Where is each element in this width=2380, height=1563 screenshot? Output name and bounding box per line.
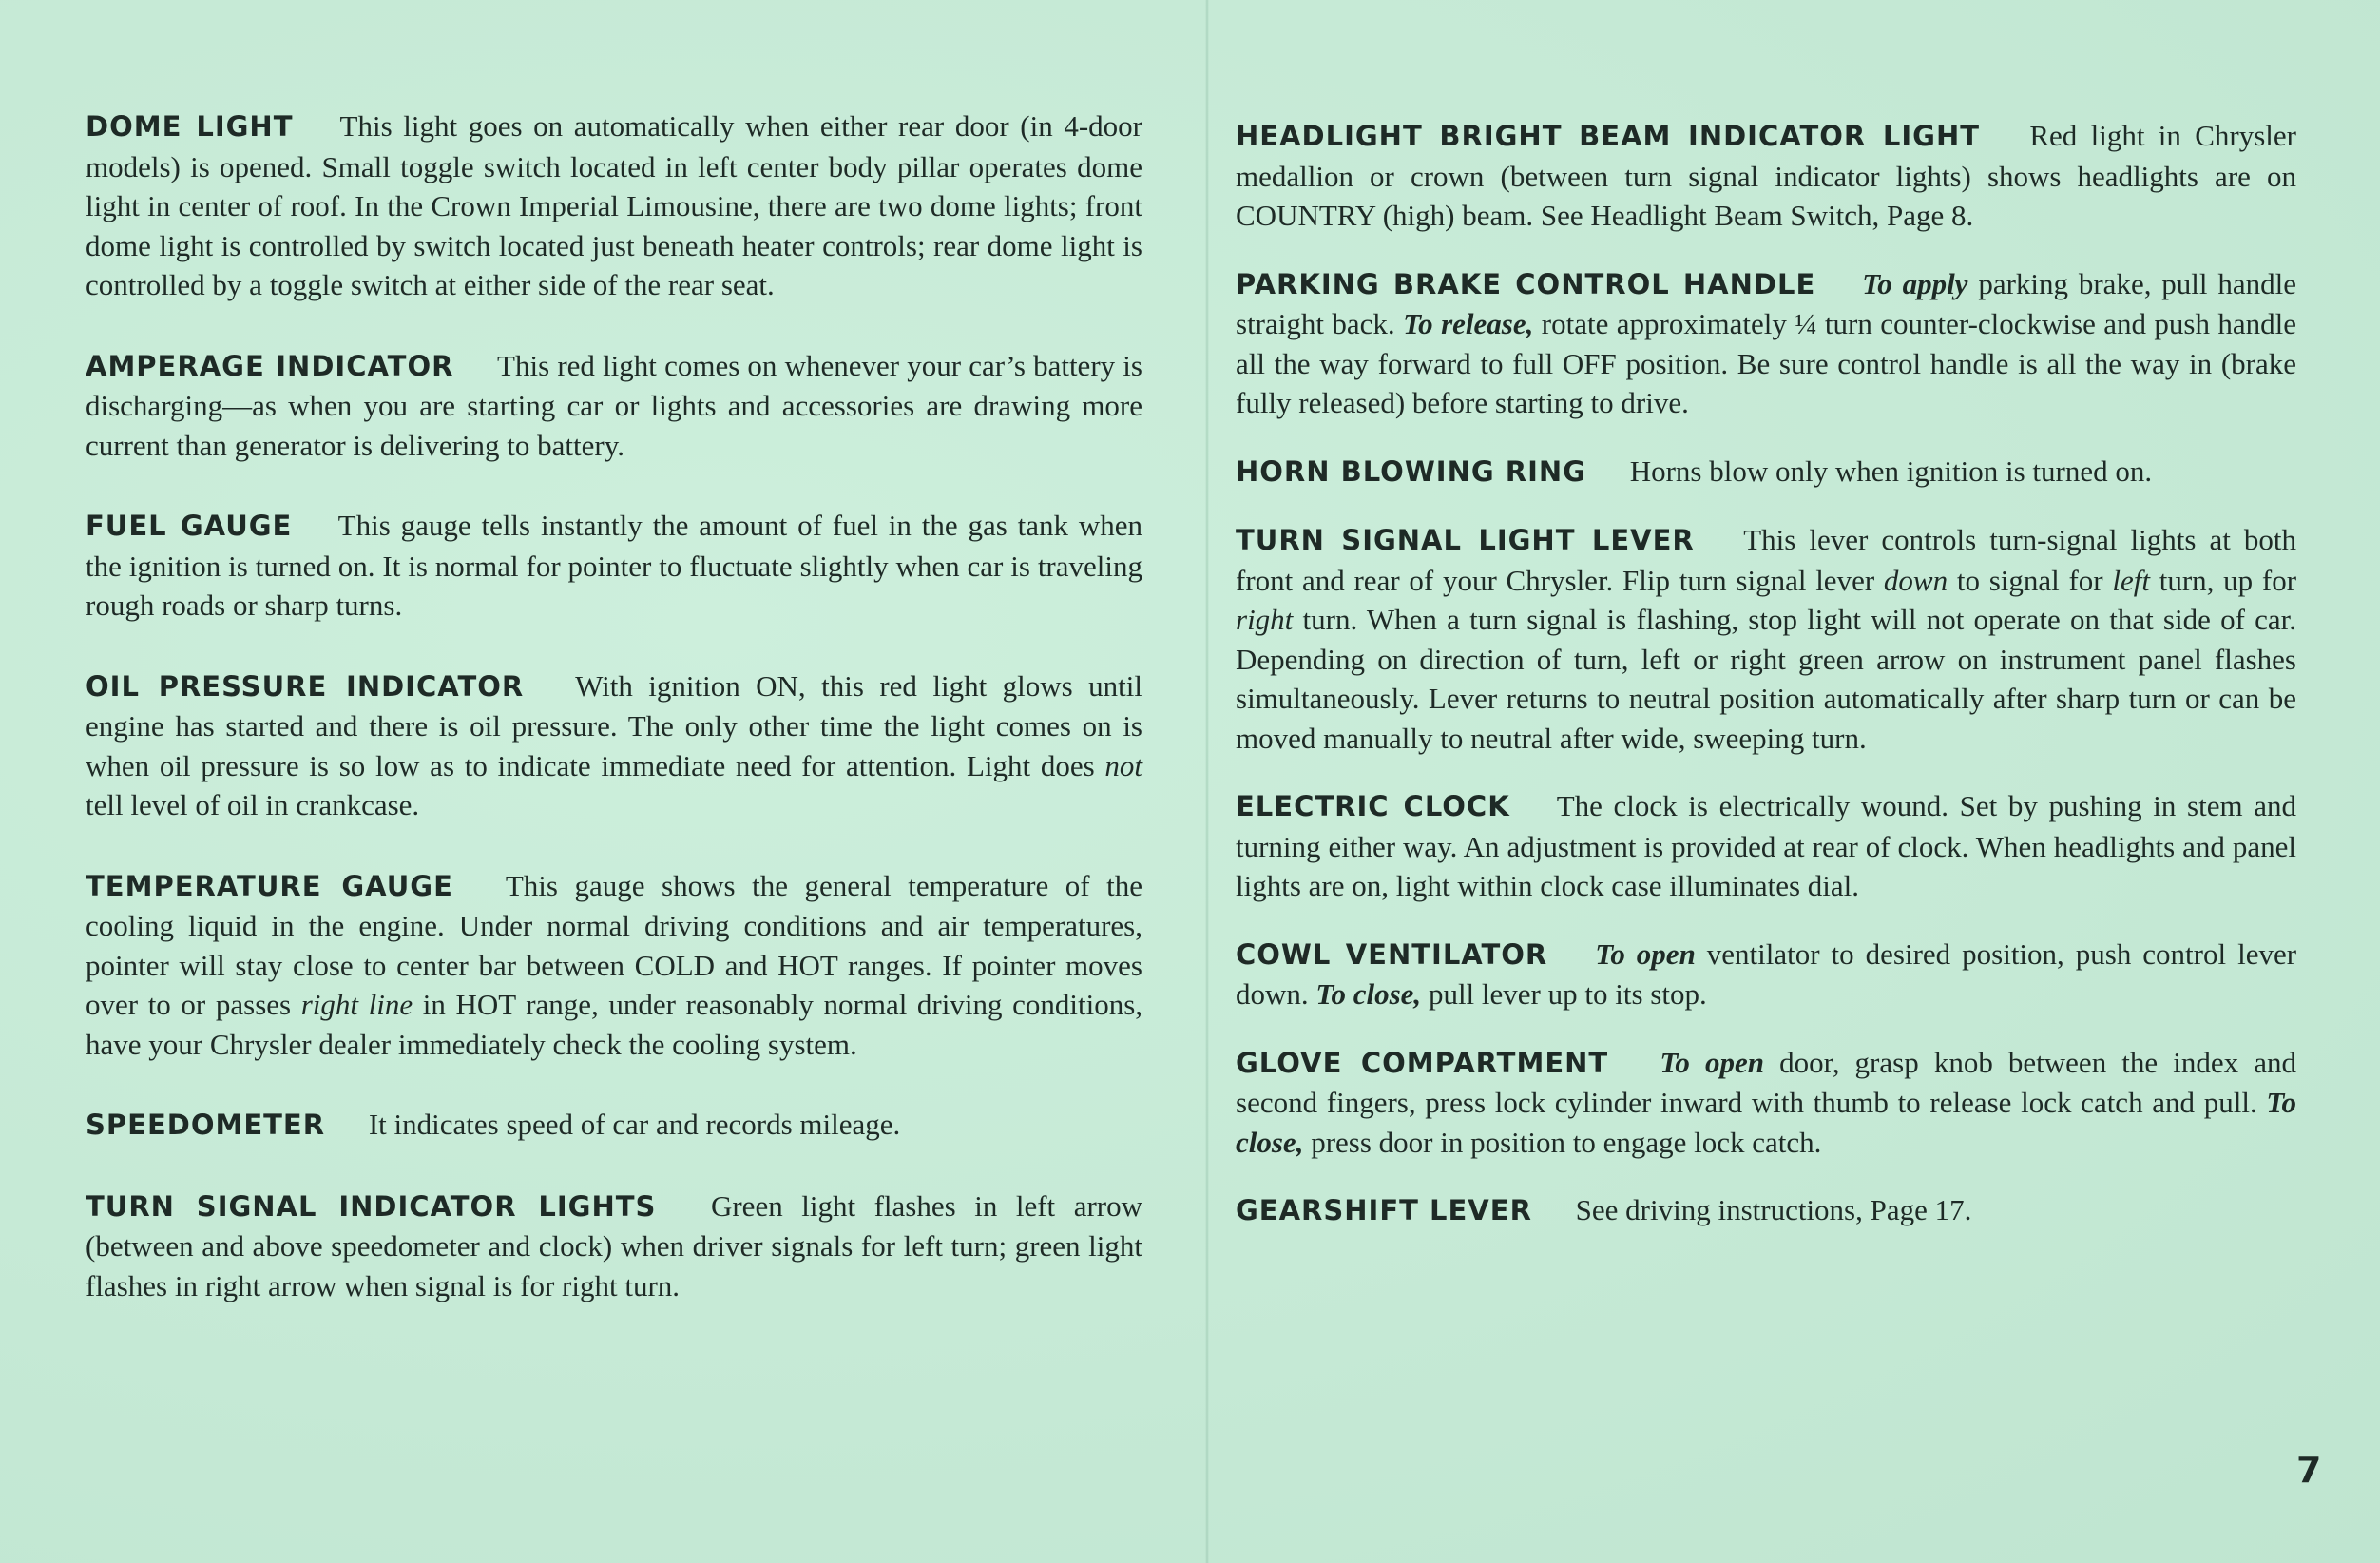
heading-glove-compartment: GLOVE COMPARTMENT — [1236, 1046, 1609, 1079]
heading-temperature-gauge: TEMPERATURE GAUGE — [86, 869, 453, 902]
emphasis-to-release: To release, — [1403, 307, 1534, 340]
emphasis-to-open-glove: To open — [1660, 1045, 1765, 1079]
emphasis-down: down — [1883, 563, 1948, 597]
entry-fuel-gauge — [86, 506, 1142, 626]
heading-dome-light: DOME LIGHT — [86, 110, 294, 143]
emphasis-left: left — [2112, 563, 2150, 597]
text-headlight-bright-beam: Red light in Chrysler medallion or crown (between turn signal indicator lights) shows headlights are on COUNTRY (high) beam. See Headlight Beam Switch, Page 8. — [1236, 119, 2296, 232]
heading-turn-signal-indicator-lights: TURN SIGNAL INDICATOR LIGHTS — [86, 1189, 657, 1223]
text-parking-brake-1: parking brake, pull handle straight back. — [1236, 266, 2297, 340]
entry-gearshift-lever — [1236, 1190, 2296, 1231]
entry-turn-signal-indicator-lights — [86, 1187, 1142, 1306]
heading-horn-blowing-ring: HORN BLOWING RING — [1236, 454, 1586, 488]
text-glove-compartment-1: door, grasp knob between the index and second fingers, press lock cylinder inward with thumb to release lock catch and pull. — [1236, 1045, 2297, 1119]
page-fold — [1205, 0, 1209, 1563]
text-parking-brake-2: rotate approximately ¼ turn counter-clockwise and push handle all the way forward to full OFF position. Be sure control handle is all the way in (brake fully released) before starting to drive. — [1236, 307, 2297, 419]
entry-temperature-gauge — [86, 866, 1142, 1065]
text-oil-pressure-1: With ignition ON, this red light glows until engine has started and there is oil pressure. The only other time the light comes on is when oil pressure is so low as to indicate immediate need for attention. Light does — [86, 668, 1142, 782]
text-cowl-ventilator-1: ventilator to desired position, push control lever down. — [1236, 936, 2297, 1011]
emphasis-to-close: To close, — [1315, 977, 1422, 1011]
emphasis-to-apply: To apply — [1862, 266, 1968, 300]
entry-glove-compartment — [1236, 1043, 2296, 1163]
heading-parking-brake: PARKING BRAKE CONTROL HANDLE — [1236, 267, 1816, 300]
entry-oil-pressure-indicator — [86, 666, 1142, 825]
text-gearshift-lever: See driving instructions, Page 17. — [1575, 1193, 1972, 1226]
heading-turn-signal-light-lever: TURN SIGNAL LIGHT LEVER — [1236, 524, 1695, 556]
page-number: 7 — [2296, 1449, 2322, 1491]
entry-speedometer — [86, 1105, 1142, 1146]
emphasis-right-line: right line — [300, 988, 413, 1021]
left-column — [86, 106, 1142, 1346]
text-temperature-1: This gauge shows the general temperature of the cooling liquid in the engine. Under normal driving conditions and air temperatures, pointer will stay close to center bar between COLD and HOT ranges. If pointer moves over to or passes — [86, 868, 1142, 1021]
text-speedometer: It indicates speed of car and records mileage. — [368, 1108, 901, 1141]
text-horn-blowing-ring: Horns blow only when ignition is turned on. — [1629, 453, 2153, 488]
entry-turn-signal-light-lever — [1236, 520, 2296, 758]
emphasis-to-open: To open — [1595, 936, 1696, 971]
emphasis-to-close-glove: To close, — [1236, 1086, 2296, 1159]
text-amperage-indicator: This red light comes on whenever your car’s battery is discharging—as when you are starting car or lights and accessories are drawing more current than generator is delivering to battery. — [86, 348, 1142, 462]
right-column — [1236, 116, 2296, 1260]
heading-speedometer: SPEEDOMETER — [86, 1109, 326, 1141]
text-turn-signal-lever-1: This lever controls turn-signal lights at both front and rear of your Chrysler. Flip turn signal lever — [1236, 523, 2296, 597]
entry-cowl-ventilator — [1236, 935, 2296, 1014]
emphasis-not: not — [1104, 748, 1143, 782]
entry-dome-light — [86, 106, 1142, 305]
text-turn-signal-lever-3: turn, up for — [2159, 563, 2297, 597]
text-fuel-gauge: This gauge tells instantly the amount of fuel in the gas tank when the ignition is turned on. It is normal for pointer to fluctuate slightly when car is traveling rough roads or sharp turns. — [86, 509, 1142, 622]
text-turn-signal-lever-2: to signal for — [1956, 563, 2103, 597]
heading-amperage-indicator: AMPERAGE INDICATOR — [86, 349, 454, 382]
entry-electric-clock — [1236, 786, 2296, 906]
heading-gearshift-lever: GEARSHIFT LEVER — [1236, 1194, 1532, 1226]
entry-amperage-indicator — [86, 346, 1142, 466]
text-electric-clock: The clock is electrically wound. Set by pushing in stem and turning either way. An adjustment is provided at rear of clock. When headlights and panel lights are on, light within clock case illuminates dial. — [1236, 789, 2296, 902]
heading-cowl-ventilator: COWL VENTILATOR — [1236, 937, 1548, 971]
text-turn-signal-indicator-lights: Green light flashes in left arrow (between and above speedometer and clock) when driver signals for left turn; green light flashes in right arrow when signal is for right turn. — [86, 1188, 1142, 1302]
text-oil-pressure-2: tell level of oil in crankcase. — [86, 788, 420, 821]
text-dome-light: This light goes on automatically when either rear door (in 4-door models) is opened. Small toggle switch located in left center body pillar operates dome light in center of roof. In the Crown Imperial Limousine, there are two dome lights; front dome light is controlled by switch located just beneath heater controls; rear dome light is controlled by a toggle switch at either side of the rear seat. — [86, 109, 1142, 301]
emphasis-right: right — [1236, 603, 1294, 636]
text-glove-compartment-2: press door in position to engage lock catch. — [1311, 1125, 1822, 1159]
entry-headlight-bright-beam — [1236, 116, 2296, 236]
text-cowl-ventilator-2: pull lever up to its stop. — [1428, 977, 1707, 1011]
heading-fuel-gauge: FUEL GAUGE — [86, 510, 293, 542]
entry-horn-blowing-ring — [1236, 452, 2296, 492]
text-turn-signal-lever-4: turn. When a turn signal is flashing, stop light will not operate on that side of car. Depending on direction of turn, left or right green arrow on instrument panel flashes simultaneously. Lever returns to neutral position automatically after sharp turn or can be moved manually to neutral after wide, sweeping turn. — [1236, 603, 2296, 755]
heading-oil-pressure-indicator: OIL PRESSURE INDICATOR — [86, 669, 525, 703]
heading-headlight-bright-beam: HEADLIGHT BRIGHT BEAM INDICATOR LIGHT — [1236, 120, 1981, 152]
entry-parking-brake — [1236, 264, 2296, 423]
heading-electric-clock: ELECTRIC CLOCK — [1236, 790, 1510, 822]
text-temperature-2: in HOT range, under reasonably normal driving conditions, have your Chrysler dealer immediately check the cooling system. — [86, 988, 1143, 1061]
